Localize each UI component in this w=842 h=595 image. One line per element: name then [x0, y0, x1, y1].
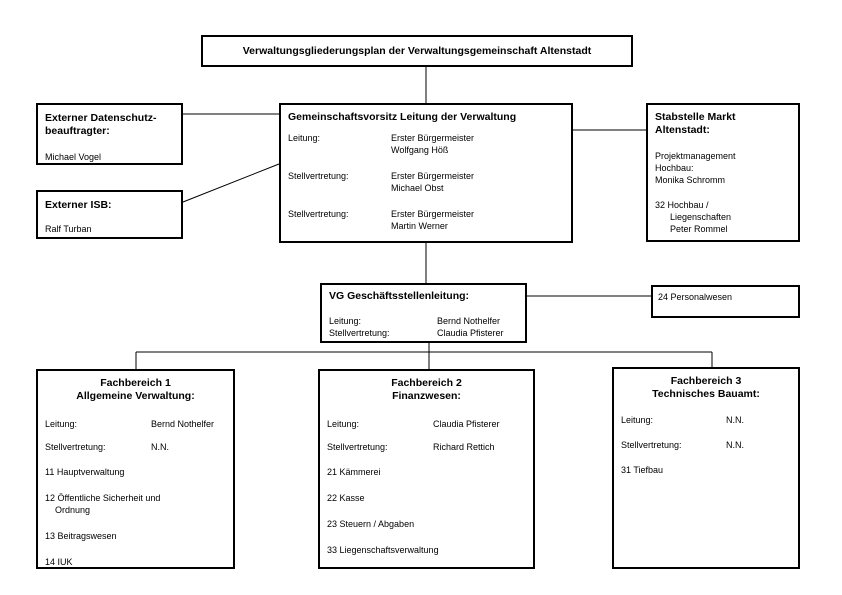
stabstelle-line: Liegenschaften	[670, 212, 732, 222]
vorsitz-row-role: Erster Bürgermeister	[391, 171, 475, 181]
fb2-item: 22 Kasse	[327, 493, 365, 503]
stabstelle-box	[646, 103, 800, 242]
fb2-box	[318, 369, 535, 569]
fb1-item: Ordnung	[55, 505, 91, 515]
fb3-leitung-name: N.N.	[726, 415, 744, 425]
fb2-title-2: Finanzwesen:	[392, 390, 461, 402]
fb2-title-1: Fachbereich 2	[391, 377, 462, 389]
fb3-box	[612, 367, 800, 569]
datenschutz-title-2: beauftragter:	[45, 125, 110, 137]
title-text: Verwaltungsgliederungsplan der Verwaltungsgemeinschaft Altenstadt	[242, 45, 592, 57]
vorsitz-row-role: Erster Bürgermeister	[391, 209, 475, 219]
gsl-row-label: Stellvertretung:	[329, 328, 390, 338]
isb-title: Externer ISB:	[45, 199, 112, 211]
fb3-title-1: Fachbereich 3	[670, 375, 742, 387]
fb1-title-1: Fachbereich 1	[100, 377, 171, 389]
vorsitz-row-name: Wolfgang Höß	[391, 145, 449, 155]
fb2-item: 23 Steuern / Abgaben	[327, 519, 415, 529]
fb1-title-2: Allgemeine Verwaltung:	[76, 390, 195, 402]
fb3-stv-name: N.N.	[726, 440, 744, 450]
gsl-row-name: Bernd Nothelfer	[437, 316, 501, 326]
stabstelle-line: Hochbau:	[655, 163, 694, 173]
datenschutz-box	[36, 103, 183, 165]
gsl-title: VG Geschäftsstellenleitung:	[329, 290, 470, 302]
fb1-item: 13 Beitragswesen	[45, 531, 117, 541]
fb1-leitung-name: Bernd Nothelfer	[151, 419, 215, 429]
vorsitz-box	[279, 103, 573, 243]
fb1-stv-name: N.N.	[151, 442, 169, 452]
fb2-item: 33 Liegenschaftsverwaltung	[327, 545, 439, 555]
isb-name: Ralf Turban	[45, 224, 92, 234]
fb2-stv-label: Stellvertretung:	[327, 442, 388, 452]
fb2-leitung-name: Claudia Pfisterer	[433, 419, 500, 429]
isb-box	[36, 190, 183, 239]
fb3-leitung-label: Leitung:	[621, 415, 654, 425]
stabstelle-title-1: Stabstelle Markt	[655, 111, 736, 123]
datenschutz-title-1: Externer Datenschutz-	[45, 112, 157, 124]
vorsitz-row-label: Leitung:	[288, 133, 321, 143]
fb3-item: 31 Tiefbau	[621, 465, 664, 475]
fb2-item: 21 Kämmerei	[327, 467, 381, 477]
vorsitz-row-label: Stellvertretung:	[288, 171, 349, 181]
stabstelle-line: Peter Rommel	[670, 224, 728, 234]
stabstelle-line: 32 Hochbau /	[655, 200, 709, 210]
fb3-title-2: Technisches Bauamt:	[652, 388, 760, 400]
stabstelle-title-2: Altenstadt:	[655, 124, 710, 136]
vorsitz-row-label: Stellvertretung:	[288, 209, 349, 219]
fb3-stv-label: Stellvertretung:	[621, 440, 682, 450]
fb1-item: 14 IUK	[45, 557, 73, 567]
fb2-leitung-label: Leitung:	[327, 419, 360, 429]
vorsitz-row-name: Michael Obst	[391, 183, 444, 193]
personal-box	[651, 285, 800, 318]
vorsitz-title: Gemeinschaftsvorsitz Leitung der Verwaltung	[288, 111, 517, 123]
line-isb-vorsitz	[183, 164, 279, 202]
vorsitz-row-role: Erster Bürgermeister	[391, 133, 475, 143]
datenschutz-name: Michael Vogel	[45, 152, 102, 162]
fb1-leitung-label: Leitung:	[45, 419, 78, 429]
fb2-stv-name: Richard Rettich	[433, 442, 495, 452]
gsl-box	[320, 283, 527, 343]
fb1-item: 12 Öffentliche Sicherheit und	[45, 493, 161, 503]
gsl-row-name: Claudia Pfisterer	[437, 328, 504, 338]
fb1-item: 11 Hauptverwaltung	[45, 467, 125, 477]
stabstelle-line: Monika Schromm	[655, 175, 726, 185]
fb1-stv-label: Stellvertretung:	[45, 442, 106, 452]
stabstelle-line: Projektmanagement	[655, 151, 736, 161]
vorsitz-row-name: Martin Werner	[391, 221, 448, 231]
title-box	[201, 35, 633, 67]
personal-text: 24 Personalwesen	[658, 292, 733, 302]
fb1-box	[36, 369, 235, 569]
gsl-row-label: Leitung:	[329, 316, 362, 326]
